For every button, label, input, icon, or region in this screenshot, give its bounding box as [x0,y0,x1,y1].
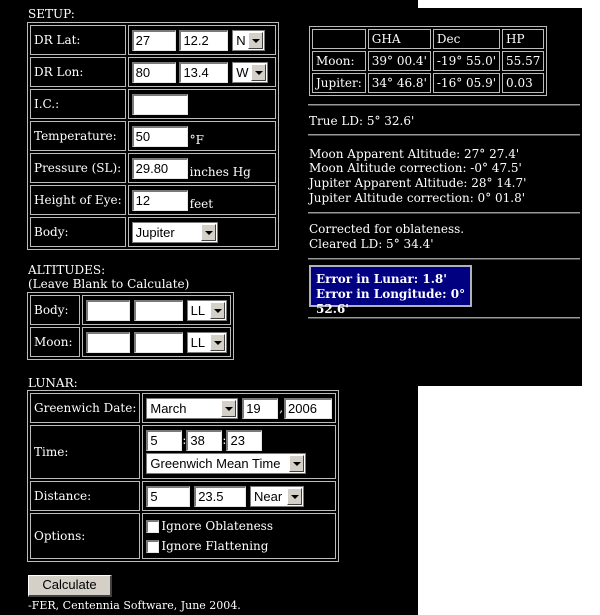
distance-label: Distance: [30,481,140,511]
alt-moon-deg-input[interactable] [86,332,130,353]
ignore-flattening-checkbox[interactable] [146,540,159,553]
ic-label: I.C.: [30,89,126,119]
moon-apparent-altitude: Moon Apparent Altitude: 27° 27.4' [309,147,520,161]
dr-lat-min-input[interactable]: 12.2 [179,30,228,51]
cleared-ld-text: Cleared LD: 5° 34.4' [309,237,434,251]
minute-input[interactable]: 38 [186,430,222,451]
temperature-input[interactable]: 50 [132,126,188,147]
dr-lat-label: DR Lat: [30,25,126,55]
alt-moon-min-input[interactable] [134,332,183,353]
day-input[interactable]: 19 [242,398,278,419]
chevron-down-icon [201,224,216,241]
ignore-flattening-label: Ignore Flattening [161,539,269,553]
calculate-button[interactable]: Calculate [28,575,112,597]
error-box [309,265,472,316]
ignore-oblateness-label: Ignore Oblateness [161,519,273,533]
hour-input[interactable]: 5 [146,430,182,451]
chevron-down-icon [251,64,266,81]
ic-input[interactable] [132,94,188,115]
chevron-down-icon [289,455,304,472]
altitudes-heading: ALTITUDES: [28,263,106,277]
chevron-down-icon [221,400,236,417]
lunar-table: Greenwich Date: March 19 , 2006 Time: 5 : 38 : 23 Greenwich Mean Time Distance: 5 23.5 Near Options: Ignore Oblateness Ignore Flattening [27,390,339,562]
footer-credit: -FER, Centennia Software, June 2004. [28,599,241,612]
alt-body-limb-select[interactable]: LL [187,300,227,321]
table-row: Moon: 39° 00.4' -19° 55.0' 55.57 [312,51,544,71]
divider [308,317,580,319]
setup-heading: SETUP: [28,7,75,21]
error-in-longitude: Error in Longitude: 0° 52.6' [316,287,466,316]
results-table [309,26,547,96]
pressure-input[interactable]: 29.80 [132,158,188,179]
table-row [312,29,544,49]
greenwich-date-label: Greenwich Date: [30,393,140,423]
alt-body-min-input[interactable] [134,300,183,321]
options-label: Options: [30,513,140,559]
pressure-label: Pressure (SL): [30,153,126,183]
table-row: Jupiter: 34° 46.8' -16° 05.9' 0.03 [312,73,544,93]
chevron-down-icon [210,302,225,319]
dec-header: Dec [433,29,500,49]
body-label: Body: [30,217,126,247]
divider [308,134,580,136]
setup-table [27,22,279,250]
alt-moon-limb-select[interactable]: LL [187,332,227,353]
distance-min-input[interactable]: 23.5 [194,486,246,507]
moon-altitude-correction: Moon Altitude correction: -0° 47.5' [309,161,522,175]
dr-lat-deg-input[interactable]: 27 [132,30,176,51]
chevron-down-icon [287,488,302,505]
alt-body-deg-input[interactable] [86,300,130,321]
year-input[interactable]: 2006 [284,398,332,419]
dr-lon-min-input[interactable]: 13.4 [179,62,228,83]
body-select[interactable]: Jupiter [132,222,218,243]
oblateness-note: Corrected for oblateness. [309,222,465,236]
error-in-lunar: Error in Lunar: 1.8' [316,272,447,286]
pressure-unit: inches Hg [189,164,251,179]
ignore-oblateness-checkbox[interactable] [146,520,159,533]
temperature-label: Temperature: [30,121,126,151]
distance-limb-select[interactable]: Near [250,486,304,507]
dr-lon-label: DR Lon: [30,57,126,87]
altitudes-subheading: (Leave Blank to Calculate) [28,277,190,291]
divider [308,258,580,260]
chevron-down-icon [248,32,263,49]
alt-moon-label: Moon: [30,327,80,357]
alt-body-label: Body: [30,295,80,325]
month-select[interactable]: March [146,398,238,419]
height-of-eye-unit: feet [189,196,214,211]
gha-header: GHA [368,29,431,49]
hp-header: HP [502,29,544,49]
second-input[interactable]: 23 [226,430,262,451]
true-ld-text: True LD: 5° 32.6' [309,114,415,128]
body-apparent-altitude: Jupiter Apparent Altitude: 28° 14.7' [309,176,527,190]
height-of-eye-input[interactable]: 12 [132,190,188,211]
temperature-unit: °F [189,132,204,147]
divider [308,212,580,214]
dr-lon-hemi-select[interactable]: W [232,62,268,83]
altitudes-table [27,292,234,360]
distance-deg-input[interactable]: 5 [146,486,190,507]
time-label: Time: [30,425,140,479]
body-altitude-correction: Jupiter Altitude correction: 0° 01.8' [309,191,526,205]
divider [308,104,580,106]
dr-lon-deg-input[interactable]: 80 [132,62,176,83]
height-of-eye-label: Height of Eye: [30,185,126,215]
time-zone-select[interactable]: Greenwich Mean Time [146,453,306,474]
lunar-heading: LUNAR: [28,376,78,390]
chevron-down-icon [210,334,225,351]
dr-lat-hemi-select[interactable]: N [232,30,265,51]
